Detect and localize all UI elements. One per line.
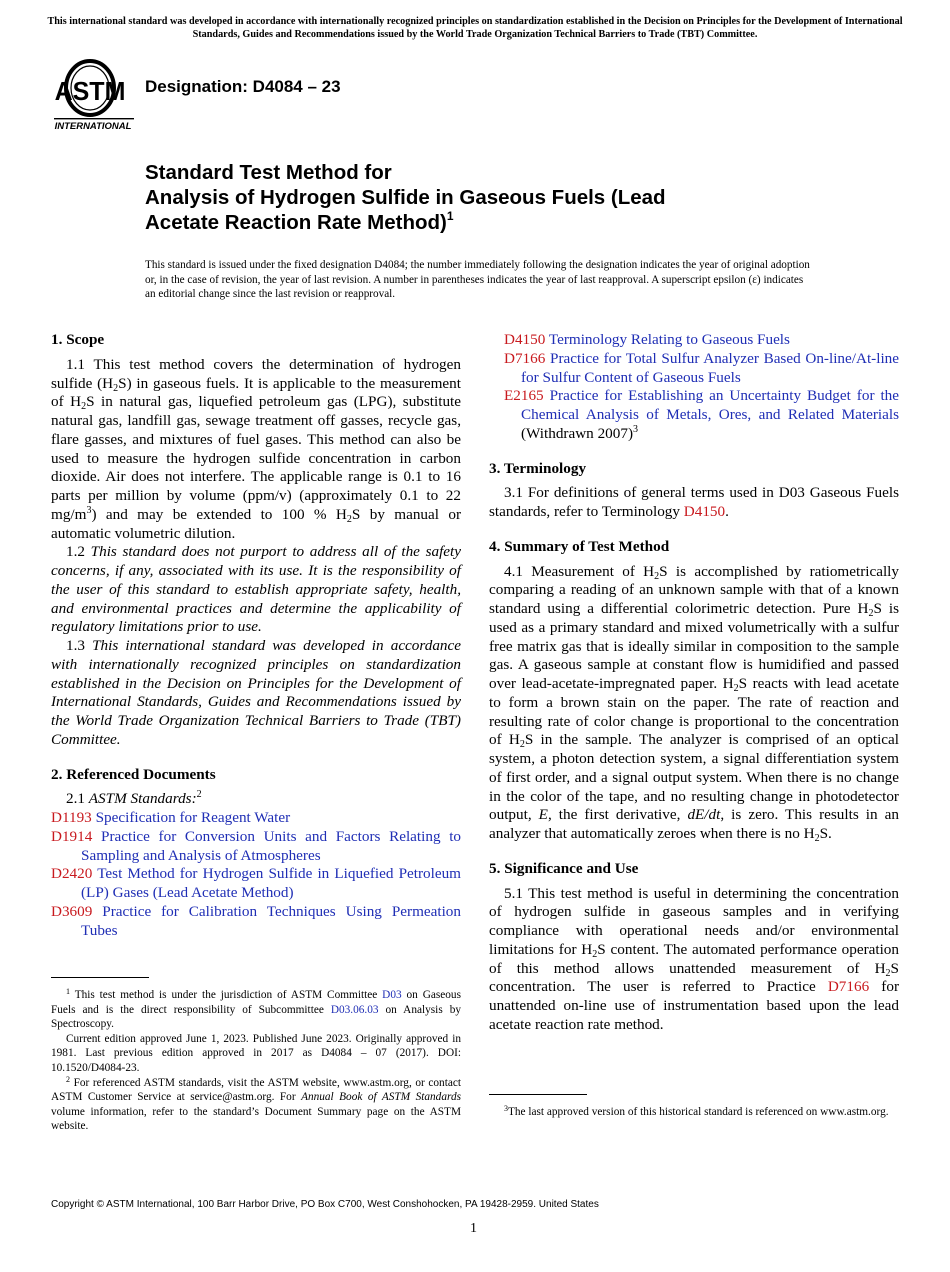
reference-item[interactable]: D4150 Terminology Relating to Gaseous Fuels xyxy=(504,331,790,348)
referenced-documents-heading: 2. Referenced Documents xyxy=(51,765,216,783)
significance-paragraph: 5.1 This test method is useful in determining the concentration of hydrogen sulfide in gaseous samples and in verifying compliance with operational needs and/or environmental limitations for $H_2S$ content. The automated performance operation of this method allows unattended measurement of $H_2S$ concentration. The user is referred to Practice D7166 for unattended on-line use of instrumentation based upon the lead acetate reaction rate method. xyxy=(489,884,899,1033)
summary-heading: 4. Summary of Test Method xyxy=(489,537,670,555)
page-number: 1 xyxy=(470,1221,477,1236)
scope-paragraph-1: 1.1 This test method covers the determination of hydrogen sulfide $(H_2S)$ in gaseous fuels. It is applicable to the measurement of $H_2S$ in natural gas, liquefied petroleum gas (LPG), substitute natural gas, landfill gas, sewage treatment off gasses, recycle gas, flare gasses, and mixtures of fuel gases. This method can also be used to measure the hydrogen sulfide concentration in carbon dioxide. Air does not interfere. The applicable range is 0.1 to 16 parts per million by volume (ppm/v) (approximately 0.1 to 22 $mg/m^3$) and may be extended to 100 % $H_2S$ by manual or automatic volumetric dilution. xyxy=(51,355,462,542)
footnote-1-edition: Current edition approved June 1, 2023. Published June 2023. Originally approved in 1981. Last previous edition approved in 2017 as D4084 – 07 (2017). DOI: 10.1520/D4084-23. xyxy=(51,1032,461,1074)
scope-heading: 1. Scope xyxy=(51,331,105,348)
astm-logo-icon xyxy=(52,56,136,132)
footnote-3: $^3$The last approved version of this historical standard is referenced on www.astm.org. xyxy=(504,1104,889,1118)
tbt-notice: This international standard was developed in accordance with internationally recognized principles on standardization established in the Decision on Principles for the Development of International Standards, Guides and Recommendations issued by the World Trade Organization Technical Barriers to Trade (TBT) Committee. xyxy=(47,16,903,40)
scope-paragraph-3: 1.3 This international standard was developed in accordance with internationally recognized principles on standardization established in the Decision on Principles for the Development of International Standards, Guides and Recommendations issued by the World Trade Organization Technical Barriers to Trade (TBT) Committee. xyxy=(51,637,462,748)
footnote-divider xyxy=(489,1094,587,1095)
reference-item[interactable]: D1914 Practice for Conversion Units and Factors Relating to Sampling and Analysis of Atmospheres xyxy=(51,827,462,864)
footnote-1: $^1$ This test method is under the jurisdiction of ASTM Committee D03 on Gaseous Fuels and is the direct responsibility of Subcommittee D03.06.03 on Analysis by Spectroscopy. xyxy=(51,987,461,1031)
significance-heading: 5. Significance and Use xyxy=(489,859,639,877)
right-column xyxy=(489,331,899,1035)
footnote-divider xyxy=(51,977,149,978)
copyright-line: Copyright © ASTM International, 100 Barr Harbor Drive, PO Box C700, West Conshohocken, PA 19428-2959. United States xyxy=(51,1199,599,1210)
terminology-heading: 3. Terminology xyxy=(489,459,587,477)
reference-item[interactable]: D1193 Specification for Reagent Water xyxy=(51,809,291,826)
astm-standards-label: 2.1 ASTM Standards:$^2$ xyxy=(66,789,202,808)
reference-item[interactable]: D3609 Practice for Calibration Techniques Using Permeation Tubes xyxy=(51,902,461,939)
practice-link[interactable]: D7166 xyxy=(827,978,870,996)
scope-paragraph-2: 1.2 This standard does not purport to address all of the safety concerns, if any, associated with its use. It is the responsibility of the user of this standard to establish appropriate safety, health, and environmental practices and determine the applicability of regulatory limitations prior to use. xyxy=(51,543,462,636)
terminology-link[interactable]: D4150 xyxy=(683,503,726,520)
logo-subtext: INTERNATIONAL xyxy=(54,121,132,132)
summary-paragraph: 4.1 Measurement of $H_2S$ is accomplished by ratiometrically comparing a reading of an unknown sample with that of a known standard using a differential colorimetric detection. Pure $H_2S$ is used as a primary standard and mixed volumetrically with a sulfur free matrix gas that is ideally similar in composition to the sample gas. A gaseous sample at constant flow is humidified and passed over lead-acetate-impregnated paper. $H_2S$ reacts with lead acetate to form a brown stain on the paper. The rate of reaction and resulting rate of color change is proportional to the concentration of $H_2S$ in the sample. The analyzer is comprised of an optical system, a photon detection system, a signal differentiation system of first order, and a signal output system. When there is no change in the color of the tape, and no resulting change in photodetector output, E, the first derivative, dE/dt, is zero. This results in an analyzer that automatically zeroes when there is no $H_2S$. xyxy=(489,562,900,844)
terminology-paragraph: 3.1 For definitions of general terms used in D03 Gaseous Fuels standards, refer to Terminology D4150. xyxy=(489,484,899,520)
footnotes-left xyxy=(51,988,461,1134)
logo-letters: ASTM xyxy=(54,77,126,107)
left-column xyxy=(51,331,461,940)
footnote-2: $^2$ For referenced ASTM standards, visit the ASTM website, www.astm.org, or contact ASTM Customer Service at service@astm.org. For Annual Book of ASTM Standards volume information, refer to the standard’s Document Summary page on the ASTM website. xyxy=(51,1074,461,1133)
title-line-1: Standard Test Method for xyxy=(145,161,392,184)
reference-item[interactable]: D2420 Test Method for Hydrogen Sulfide in Liquefied Petroleum (LP) Gases (Lead Acetate Method) xyxy=(51,865,461,901)
designation: Designation: D4084 – 23 xyxy=(145,77,341,96)
page-title xyxy=(145,160,825,235)
subcommittee-link[interactable]: D03.06.03 xyxy=(330,1003,379,1016)
title-line-3: Acetate Reaction Rate Method)$^1$ xyxy=(145,209,454,234)
reference-item[interactable]: D7166 Practice for Total Sulfur Analyzer Based On-line/At-line for Sulfur Content of Gaseous Fuels xyxy=(504,349,899,386)
issued-note: This standard is issued under the fixed designation D4084; the number immediately following the designation indicates the year of original adoption or, in the case of revision, the year of last revision. A number in parentheses indicates the year of last reapproval. A superscript epsilon (ε) indicates an editorial change since the last revision or reapproval. xyxy=(145,259,810,301)
title-footnote-mark: 1 xyxy=(446,209,454,223)
footnotes-right xyxy=(489,1105,899,1120)
reference-item[interactable]: E2165 Practice for Establishing an Uncertainty Budget for the Chemical Analysis of Metals, Ores, and Related Materials (Withdrawn 2007)$^3$ xyxy=(504,387,899,442)
title-line-2: Analysis of Hydrogen Sulfide in Gaseous Fuels (Lead xyxy=(145,186,666,209)
committee-link[interactable]: D03 xyxy=(382,989,402,1001)
